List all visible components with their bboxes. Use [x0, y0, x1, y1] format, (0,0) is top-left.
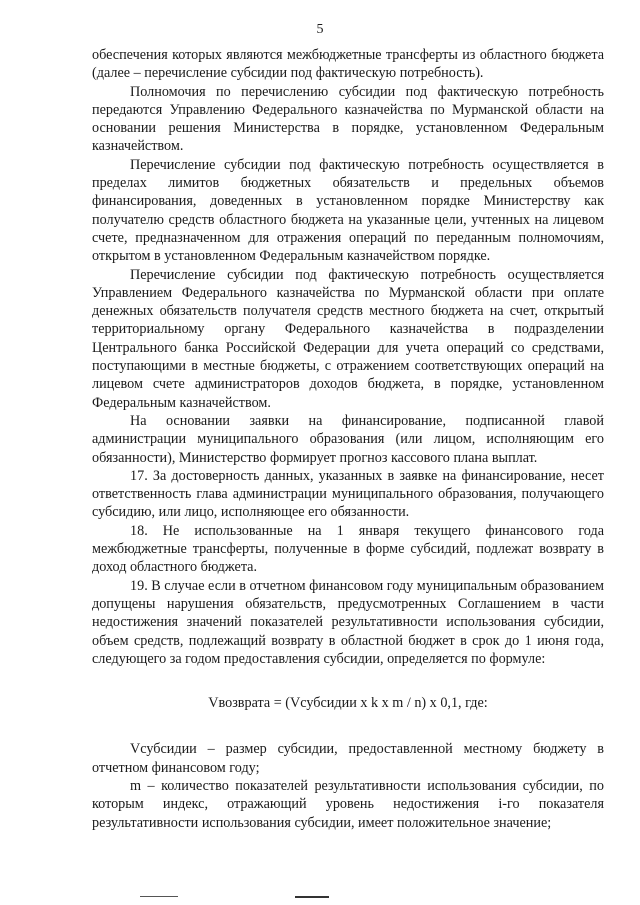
formula: Vвозврата = (Vсубсидии x k x m / n) x 0,1, где:	[208, 695, 488, 712]
definition-v-subsidy: Vсубсидии – размер субсидии, предоставленной местному бюджету в отчетном финансовом году;	[92, 741, 604, 776]
page-number: 5	[316, 22, 324, 37]
scan-mark-left	[140, 896, 178, 897]
definition-m: m – количество показателей результативности использования субсидии, по которым индекс, отражающий уровень недостижения i-го показателя результативности использования субсидии, имеет положительное значение;	[92, 777, 604, 831]
paragraph-18: 18. Не использованные на 1 января текущего финансового года межбюджетные трансферты, полученные в форме субсидий, подлежат возврату в доход областного бюджета.	[92, 522, 604, 576]
scan-marks	[0, 896, 640, 900]
paragraph-3: Перечисление субсидии под фактическую потребность осуществляется в пределах лимитов бюджетных обязательств и предельных объемов финансирования, доведенных в установленном порядке Министерству как получателю средств областного бюджета на указанные цели, учтенных на лицевом счете, предназначенном для отражения операций по переданным полномочиям, открытом в установленном Федеральным казначейством порядке.	[92, 156, 604, 265]
paragraph-19: 19. В случае если в отчетном финансовом году муниципальным образованием допущены нарушения обязательств, предусмотренных Соглашением в части недостижения значений показателей результативности использования субсидии, объем средств, подлежащий возврату в областной бюджет в срок до 1 июня года, следующего за годом предоставления субсидии, определяется по формуле:	[92, 577, 604, 667]
scan-mark-center	[295, 896, 329, 898]
paragraph-2: Полномочия по перечислению субсидии под фактическую потребность передаются Управлению Федерального казначейства по Мурманской области на основании решения Министерства в порядке, установленном Федеральным казначейством.	[92, 83, 604, 155]
paragraph-17: 17. За достоверность данных, указанных в заявке на финансирование, несет ответственность глава администрации муниципального образования, получающего субсидию, или лицо, исполняющее его обязанности.	[92, 467, 604, 521]
paragraph-5: На основании заявки на финансирование, подписанной главой администрации муниципального образования (или лицом, исполняющим его обязанности), Министерство формирует прогноз кассового плана выплат.	[92, 412, 604, 466]
paragraph-4: Перечисление субсидии под фактическую потребность осуществляется Управлением Федерального казначейства по Мурманской области при оплате денежных обязательств получателя средств местного бюджета на счет, открытый территориальному органу Федерального казначейства в подразделении Центрального банка Российской Федерации для учета операций со средствами, поступающими в местные бюджеты, с отражением соответствующих операций на лицевом счете администраторов доходов бюджета, в порядке, установленном Федеральным казначейством.	[92, 266, 604, 411]
document-body	[92, 46, 604, 832]
paragraph-1: обеспечения которых являются межбюджетные трансферты из областного бюджета (далее – перечисление субсидии под фактическую потребность).	[92, 47, 604, 82]
